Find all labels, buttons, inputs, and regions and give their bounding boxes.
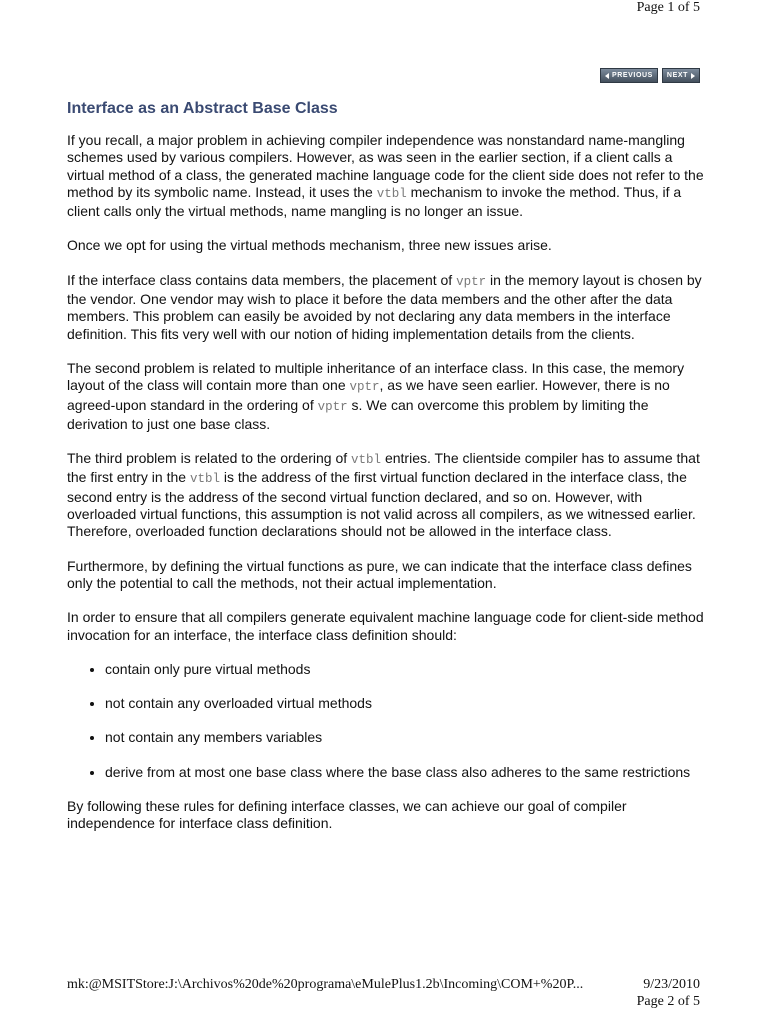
list-item: • contain only pure virtual methods: [105, 661, 707, 678]
navigation-bar: [600, 68, 700, 83]
paragraph-5: The third problem is related to the ordering of vtbl entries. The clientside compiler has to assume that the first entry in the vtbl is the address of the first virtual function declared in the interface class, the second entry is the address of the second virtual function declared, and so on. However, with overloaded virtual functions, this assumption is not valid across all compilers, as we witnessed earlier. Therefore, overloaded function declarations should not be allowed in the interface class.: [67, 450, 700, 540]
article-body: [67, 100, 707, 850]
paragraph-4: The second problem is related to multiple inheritance of an interface class. In this case, the memory layout of the class will contain more than one vptr, as we have seen earlier. However, there is no agreed-upon standard in the ordering of vptr s. We can overcome this problem by limiting the derivation to just one base class.: [67, 359, 685, 432]
footer-date: 9/23/2010: [643, 977, 700, 992]
list-item: • derive from at most one base class where the base class also adheres to the same restrictions: [105, 764, 707, 781]
arrow-left-icon: [605, 73, 609, 79]
footer: [67, 977, 700, 993]
code-vtbl: vtbl: [189, 472, 220, 487]
code-vtbl: vtbl: [351, 453, 382, 468]
page-number-bottom: Page 2 of 5: [636, 994, 700, 1009]
paragraph-7: In order to ensure that all compilers generate equivalent machine language code for client-side method invocation for an interface, the interface class definition should:: [67, 609, 704, 643]
code-vtbl: vtbl: [376, 186, 407, 201]
next-button[interactable]: [662, 68, 700, 83]
code-vptr: vptr: [317, 399, 348, 414]
requirements-list: [67, 661, 707, 781]
section-title: Interface as an Abstract Base Class: [67, 100, 338, 117]
previous-label: PREVIOUS: [611, 72, 653, 79]
previous-button[interactable]: [600, 68, 658, 83]
list-item: • not contain any overloaded virtual methods: [105, 695, 707, 712]
list-item: • not contain any members variables: [105, 729, 707, 746]
footer-path: mk:@MSITStore:J:\Archivos%20de%20programa\eMulePlus1.2b\Incoming\COM+%20P...: [67, 977, 584, 992]
code-vptr: vptr: [456, 274, 487, 289]
page-number-top: Page 1 of 5: [636, 0, 700, 15]
code-vptr: vptr: [349, 380, 380, 395]
paragraph-2: Once we opt for using the virtual methods mechanism, three new issues arise.: [67, 237, 552, 254]
paragraph-3: If the interface class contains data members, the placement of vptr in the memory layout is chosen by the vendor. One vendor may wish to place it before the data members and the other after the data members. This problem can easily be avoided by not declaring any data members in the interface definition. This fits very well with our notion of hiding implementation details from the clients.: [67, 271, 702, 342]
next-label: NEXT: [666, 72, 688, 79]
paragraph-8: By following these rules for defining interface classes, we can achieve our goal of compiler independence for interface class definition.: [67, 798, 627, 832]
arrow-right-icon: [691, 73, 695, 79]
paragraph-6: Furthermore, by defining the virtual functions as pure, we can indicate that the interface class defines only the potential to call the methods, not their actual implementation.: [67, 557, 692, 591]
paragraph-1: If you recall, a major problem in achieving compiler independence was nonstandard name-mangling schemes used by various compilers. However, as was seen in the earlier section, if a client calls a virtual method of a class, the generated machine language code for the client side does not refer to the method by its symbolic name. Instead, it uses the vtbl mechanism to invoke the method. Thus, if a client calls only the virtual methods, name mangling is no longer an issue.: [67, 132, 704, 220]
